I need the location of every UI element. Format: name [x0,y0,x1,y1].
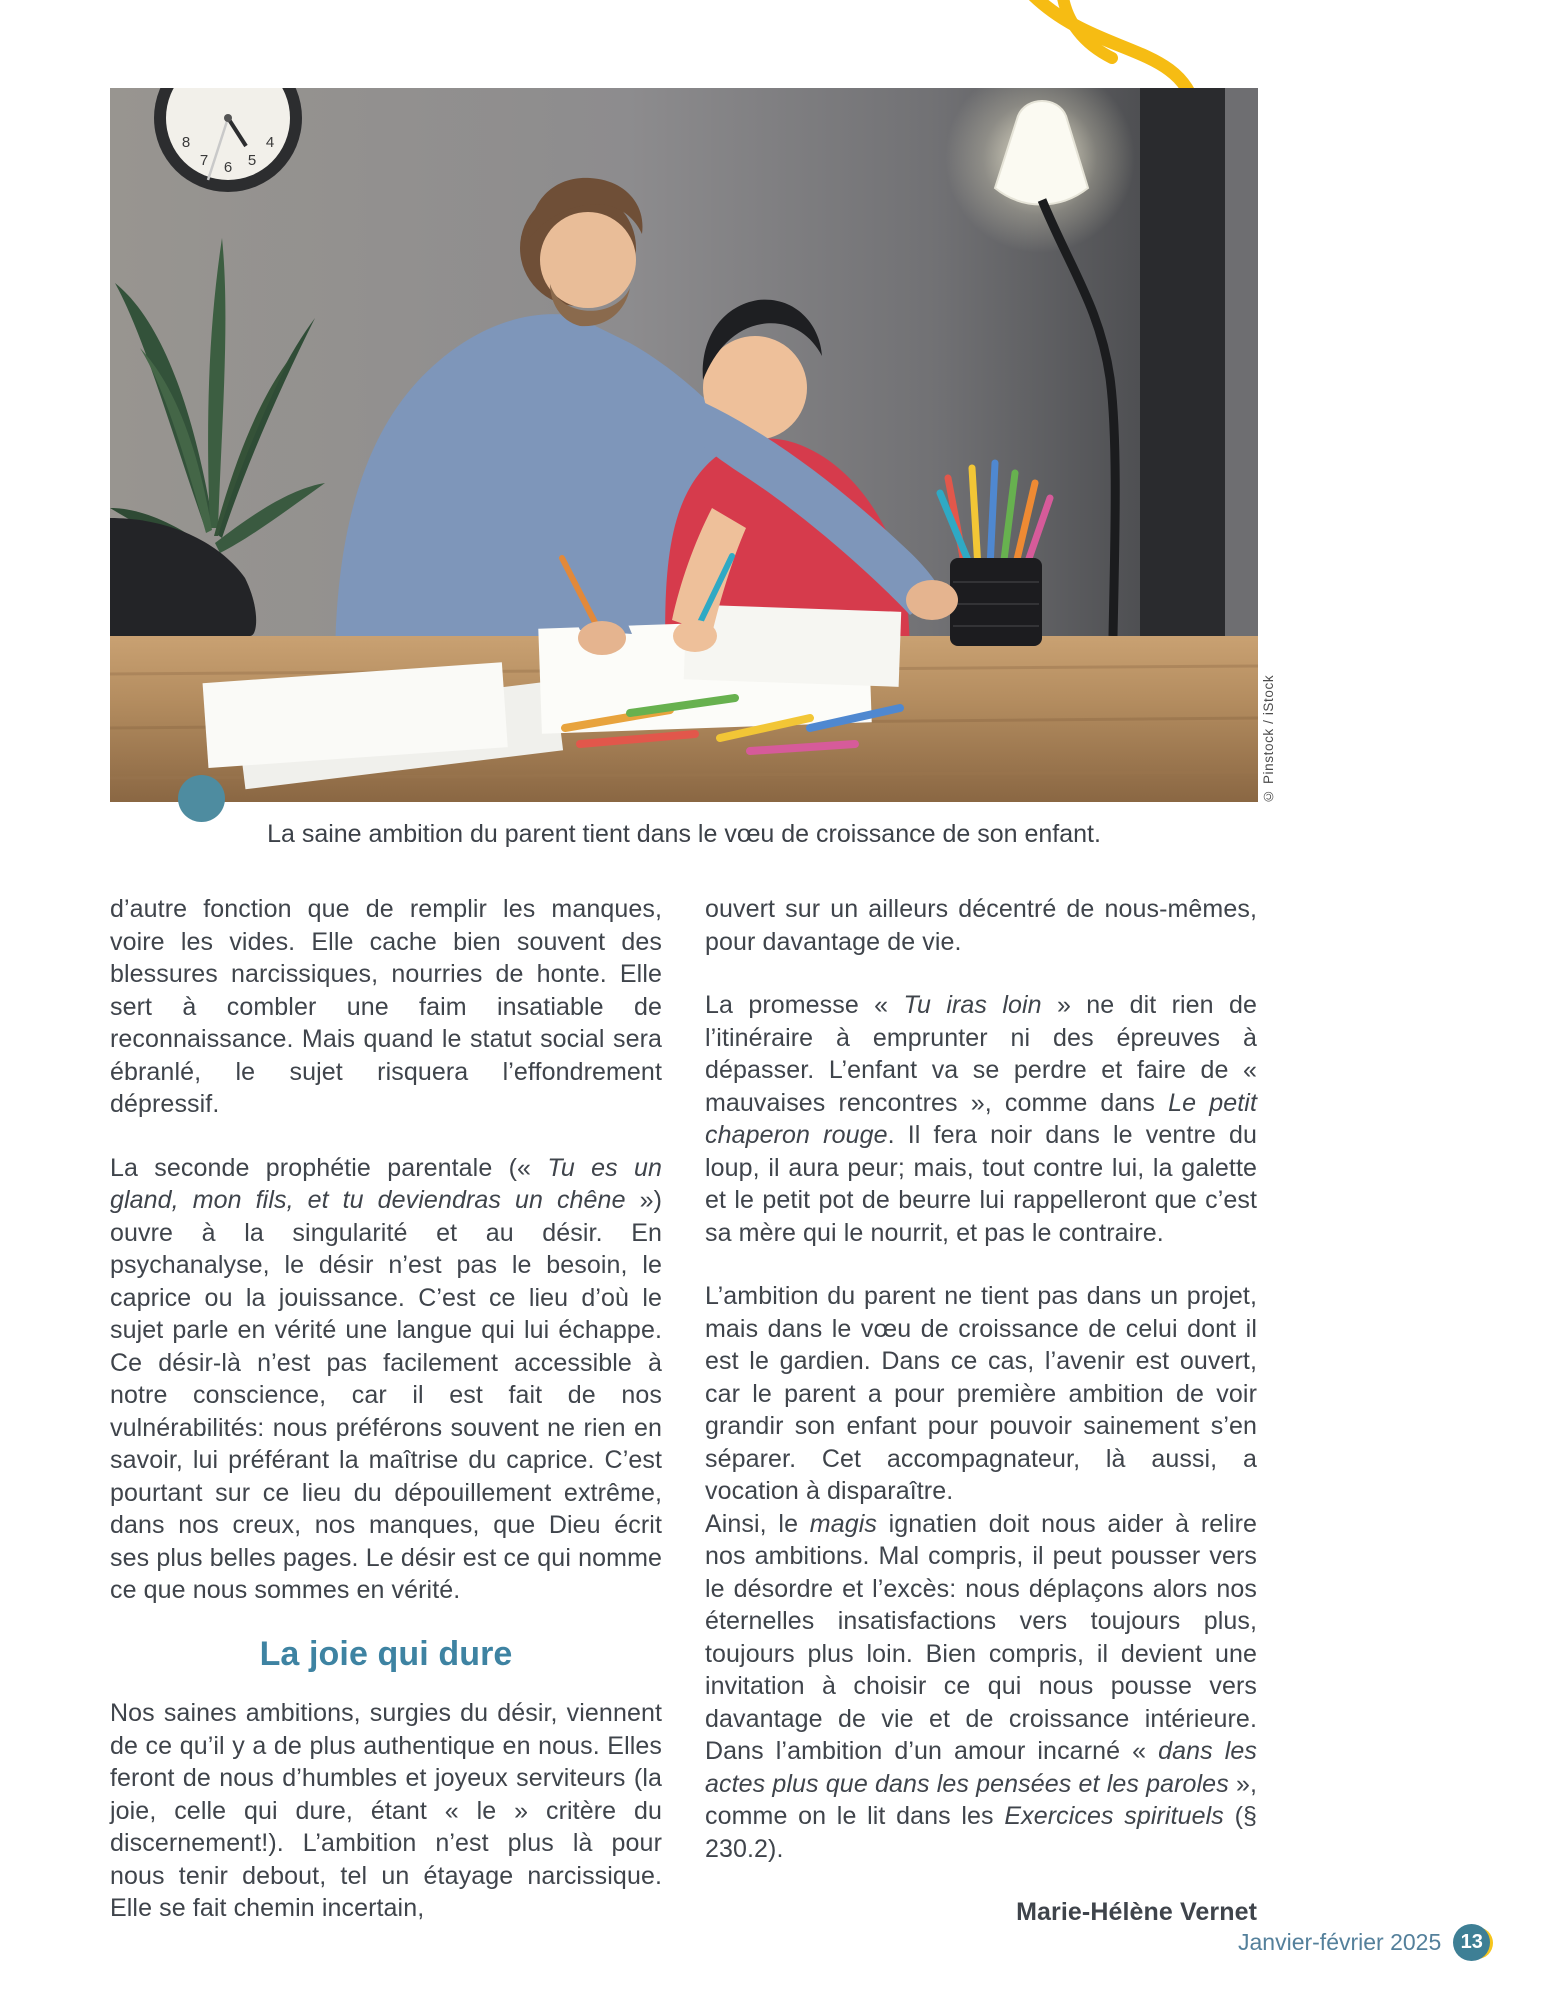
teal-dot-decoration [178,775,225,822]
article-photo [110,88,1258,802]
dark-panel [1140,88,1225,636]
footer [1238,1924,1493,1961]
paragraph: Ainsi, le magis ignatien doit nous aider à relire nos ambitions. Mal compris, il peut pousser vers le désordre et l’excès: nous déplaçons alors nos éternelles insatisfactions vers toujours plus, toujours plus loin. Bien compris, il devient une invitation à choisir ce qui nous pousse vers davantage de vie et de croissance intérieure. Dans l’ambition d’un amour incarné « dans les actes plus que dans les pensées et les paroles », comme on le lit dans les Exercices spirituels (§ 230.2). [705,1509,1258,1863]
paragraph: ouvert sur un ailleurs décentré de nous-mêmes, pour davantage de vie. [705,895,1257,956]
paragraph: Nos saines ambitions, surgies du désir, viennent de ce qu’il y a de plus authentique en nous. Elles feront de nous d’humbles et joyeux serviteurs (la joie, celle qui dure, étant « le » critère du discernement!). L’ambition n’est plus là pour nous tenir debout, tel un étayage narcissique. Elle se fait chemin incertain, [110,1699,662,1922]
article-column-left [110,893,662,1956]
paragraph: La promesse « Tu iras loin » ne dit rien de l’itinéraire à emprunter ni des épreuves à dépasser. L’enfant va se perdre et faire de « mauvaises rencontres », comme dans Le petit chaperon rouge. Il fera noir dans le ventre du loup, il aura peur; mais, tout contre lui, la galette et le petit pot de beurre lui rappelleront que c’est sa mère qui le nourrit, et pas le contraire. [705,991,1258,1247]
page-number: 13 [1453,1924,1490,1961]
svg-text:7: 7 [199,152,209,169]
svg-text:8: 8 [181,134,191,151]
page-number-badge [1453,1924,1493,1961]
paragraph: La seconde prophétie parentale (« Tu es un gland, mon fils, et tu deviendras un chêne ») ouvre à la singularité et au désir. En psychanalyse, le désir n’est pas le besoin, le caprice ou la jouissance. C’est ce lieu d’où le sujet parle en vérité une langue qui lui échappe. Ce désir-là n’est pas facilement accessible à notre conscience, car il est fait de nos vulnérabilités: nous préférons souvent ne rien en savoir, lui préférant la maîtrise du caprice. C’est pourtant sur ce lieu du dépouillement extrême, dans nos creux, nos manques, que Dieu écrit ses plus belles pages. Le désir est ce qui nomme ce que nous sommes en vérité. [110,1153,662,1604]
svg-text:4: 4 [265,134,275,151]
photo-caption: La saine ambition du parent tient dans le vœu de croissance de son enfant. [267,820,1101,848]
paragraph: L’ambition du parent ne tient pas dans un projet, mais dans le vœu de croissance de celui dont il est le gardien. Dans ce cas, l’avenir est ouvert, car le parent a pour première ambition de voir grandir son enfant pour pouvoir sainement s’en séparer. Cet accompagnateur, là aussi, a vocation à disparaître. [705,1282,1257,1505]
article-column-right [705,893,1257,1929]
svg-text:5: 5 [247,152,257,169]
issue-date: Janvier-février 2025 [1238,1929,1442,1955]
svg-text:6: 6 [223,159,233,176]
author-name: Marie-Hélène Vernet [1016,1898,1257,1926]
section-heading: La joie qui dure [259,1634,513,1673]
photo-credit: © Pinstock / iStock [1261,674,1276,804]
paragraph: d’autre fonction que de remplir les manques, voire les vides. Elle cache bien souvent des blessures narcissiques, nourries de honte. Elle sert à combler une faim insatiable de reconnaissance. Mais quand le statut social sera ébranlé, le sujet risquera l’effondrement dépressif. [110,895,662,1118]
